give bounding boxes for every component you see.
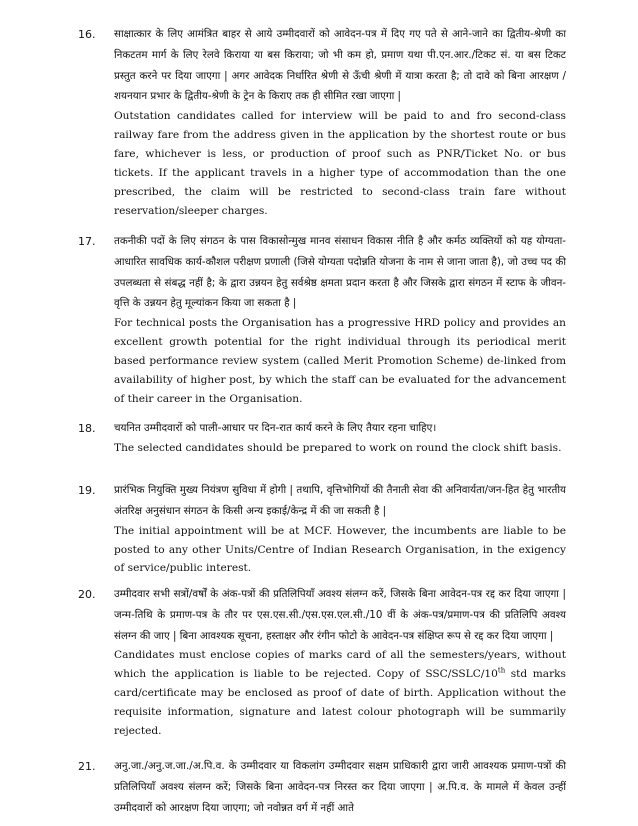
clause-text-english: The selected candidates should be prepared to work on round the clock shift basis. — [114, 441, 562, 454]
clause-body — [114, 231, 566, 409]
clause-text-hindi: साक्षात्कार के लिए आमंत्रित बाहर से आये उम्मीदवारों को आवेदन-पत्र में दिए गए पते से आने-जाने का द्वितीय-श्रेणी का निकटतम मार्ग के लिए रेलवे किराया या बस किराया; जो भी कम हो, प्रमाण यथा पी.एन.आर./टिकट सं. या बस टिकट प्रस्तुत करने पर दिया जाएगा | अगर आवेदक निर्धारित श्रेणी से ऊँची श्रेणी में यात्रा करता है; तो दावे को बिना आरक्षण /शयनयान प्रभार के द्वितीय-श्रेणी के ट्रेन के किराए तक ही सीमित रखा जाएगा | — [114, 28, 566, 103]
clause-number: 19. — [78, 484, 96, 497]
clause-text-hindi: तकनीकी पदों के लिए संगठन के पास विकासोन्मुख मानव संसाधन विकास नीति है और कर्मठ व्यक्तियों को यह योग्यता-आधारित सावधिक कार्य-कौशल परीक्षण प्रणाली (जिसे योग्यता पदोन्नति योजना के नाम से जाना जाता है), जो उच्च पद की उपलब्धता से संबद्ध नहीं है; के द्वारा उन्नयन हेतु सर्वश्रेष्ठ क्षमता प्रदान करता है और जिसके द्वारा संगठन में स्टाफ के जीवन-वृत्ति के उन्नयन हेतु मूल्यांकन किया जा सकता है | — [114, 235, 566, 310]
clause-text-english: Outstation candidates called for interview will be paid to and fro second-class railway fare from the address given in the application by the shortest route or bus fare, whichever is less, or production of proof such as PNR/Ticket No. or bus tickets. If the applicant travels in a higher type of accommodation than the one prescribed, the claim will be restricted to second-class train fare without reservation/sleeper charges. — [114, 110, 566, 217]
clause-text-english: The initial appointment will be at MCF. However, the incumbents are liable to be posted to any other Units/Centre of Indian Research Organisation, in the exigency of service/public interest. — [114, 524, 566, 575]
clause-number: 16. — [78, 28, 96, 41]
clause-number: 21. — [78, 760, 96, 773]
clause-body — [114, 480, 566, 578]
clause-text-hindi: अनु.जा./अनु.ज.जा./अ.पि.व. के उम्मीदवार या विकलांग उम्मीदवार सक्षम प्राधिकारी द्वारा जारी आवश्यक प्रमाण-पत्रों की प्रतिलिपियाँ अवश्य संलग्न करें; जिसके बिना आवेदन-पत्र निरस्त कर दिया जाएगा | अ.पि.व. के मामले में केवल उन्हीं उम्मीदवारों को आरक्षण दिया जाएगा; जो नवोन्नत वर्ग में नहीं आते — [114, 760, 566, 814]
clause-number: 20. — [78, 588, 96, 601]
clause-body — [114, 756, 566, 818]
clause-text-hindi: प्रारंभिक नियुक्ति मुख्य नियंत्रण सुविधा में होगी | तथापि, वृत्तिभोगियों की तैनाती सेवा की अनिवार्यता/जन-हित हेतु भारतीय अंतरिक्ष अनुसंधान संगठन के किसी अन्य इकाई/केन्द्र में की जा सकती है | — [114, 484, 566, 517]
clause-text-hindi: चयनित उम्मीदवारों को पाली-आधार पर दिन-रात कार्य करने के लिए तैयार रहना चाहिए। — [114, 422, 437, 434]
clause-text-english: For technical posts the Organisation has a progressive HRD policy and provides an excellent growth potential for the right individual through its periodical merit based performance review system (called Merit Promotion Scheme) de-linked from availability of higher post, by which the staff can be evaluated for the advancement of their career in the Organisation. — [114, 317, 566, 405]
clause-number: 18. — [78, 422, 96, 435]
clause-text-hindi: उम्मीदवार सभी सत्रों/वर्षों के अंक-पत्रों की प्रतिलिपियाँ अवश्य संलग्न करें, जिसके बिना आवेदन-पत्र रद्द कर दिया जाएगा | जन्म-तिथि के प्रमाण-पत्र के तौर पर एस.एस.सी./एस.एस.एल.सी./10 वीं के अंक-पत्र/प्रमाण-पत्र की प्रतिलिपि अवश्य संलग्न की जाए | बिना आवश्यक सूचना, हस्ताक्षर और रंगीन फोटो के आवेदन-पत्र संक्षिप्त रूप से रद्द कर दिया जाएगा | — [114, 588, 566, 642]
clause-number: 17. — [78, 235, 96, 248]
clause-text-english — [114, 646, 566, 741]
clause-body — [114, 24, 566, 221]
english-text-part: Candidates must enclose copies of marks card of all the semesters/years, without which the application is liable to be rejected. Copy of SSC/SSLC/10 — [114, 649, 566, 681]
clause-body — [114, 584, 566, 741]
english-text-part: std marks card/certificate may be enclosed as proof of date of birth. Application without the requisite information, signature and latest colour photograph will be summarily rejected. — [114, 668, 566, 738]
ordinal-suffix: th — [497, 666, 506, 675]
clause-body — [114, 418, 566, 458]
